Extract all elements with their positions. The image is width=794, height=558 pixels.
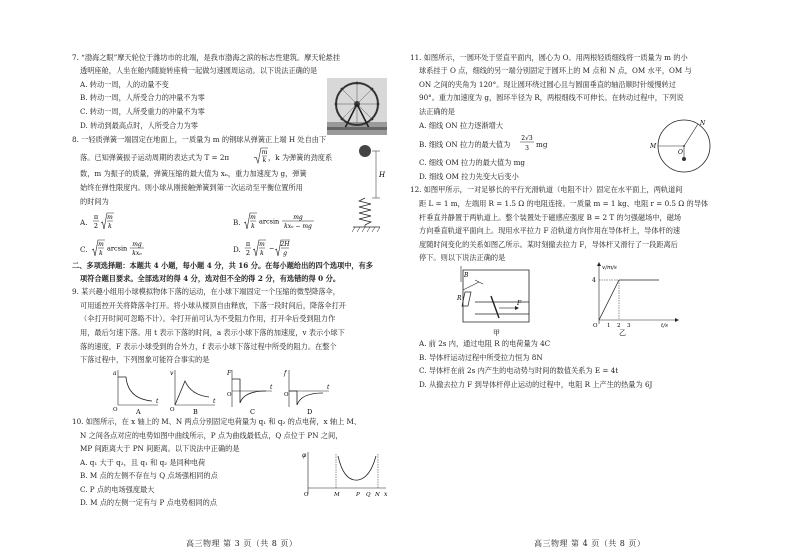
q11-fig-m: M [650,143,657,150]
q9-line2: 可用遥控开关将降落伞打开。将小球从楼顶自由释放，下落一段时间后，降落伞打开 [80,301,346,310]
formula-k: k [262,157,267,164]
q8-option-a-label: A. [80,218,88,227]
graph-b-o: O [170,407,175,413]
q10-option-b: B. M 点的左侧不存在与 Q 点场强相同的点 [80,471,218,480]
q12-fig-b: B [464,272,469,279]
q10-line1: 10. 如图所示，在 x 轴上的 M、N 两点分别固定电荷量为 q₁ 和 q₂ 的点电荷，x 轴上 M、 [72,417,362,426]
q12-option-b: B. 导体杆运动过程中所受拉力恒为 8N [419,353,543,362]
q9-line5: 落的速度，F 表示小球受到的合外力，f 表示小球下落过程中所受的阻力。在整个 [80,342,337,351]
q11-line4: 90°。重力加速度为 g，圆环半径为 R，两根细线不可伸长。在转动过程中，下列说 [419,93,684,102]
q11-line2: 球系挂于 O 点，细线的另一端分别固定于圆环上的 M 点和 N 点，OM 水平，OM 与 [419,66,692,75]
q12-option-d: D. 从撤去拉力 F 到导体杆停止运动的过程中，电阻 R 上产生的热量为 6J [419,380,653,389]
q8-line3: 数，m 为振子的质量，弹簧压缩的最大值为 xₙ，重力加速度为 g，弹簧 [80,169,307,178]
q12-line1: 12. 如图甲所示，一对足够长的平行光滑轨道（电阻不计）固定在水平面上，两轨道间 [410,185,683,194]
page-4 [397,0,794,558]
q9-graph-b [169,367,219,415]
q10-p: P [356,492,360,498]
q12-fig-f: F [517,300,522,307]
q11-option-c: C. 细线 OM 拉力的最大值为 mg [419,158,526,167]
q12-fig-caption-jia: 甲 [493,329,500,337]
fb-m: m [250,214,256,221]
section2-line2: 项符合题目要求。全部选对的得 4 分，选对但不全的得 2 分，有选错的得 0 分。 [80,274,341,283]
q9-line1: 9. 某兴趣小组用小球模拟物体下落的运动，在小球下端固定一个压缩的微型降落伞， [72,287,340,296]
q11-frac-num: 2√3 [521,135,533,142]
graph-b-x: t [213,398,216,405]
fd-2: 2 [245,249,251,257]
q10-n: N [375,492,380,498]
fc-k: k [99,250,103,257]
section2-line1: 二、多项选择题：本题共 4 小题，每小题 4 分，共 16 分。在每小题给出的四个选项中，有多 [72,261,373,270]
q12-line2: 距 L = 1 m，左端用 R = 1.5 Ω 的电阻连接。一质量 m = 1 kg、电阻 r = 0.5 Ω 的导体 [419,199,709,208]
q11-line3: ON 之间的夹角为 120°。现让圆环绕过圆心且与圆面垂直的轴沿顺时针缓慢转过 [419,80,676,89]
q12-graph-tick-3: 3 [627,323,631,329]
q11-ring-figure [650,117,718,175]
graph-b-label: B [193,408,198,415]
graph-d-label: D [307,408,313,415]
q7-option-c: C. 转动一周，人所受重力的冲量不为零 [80,107,205,116]
q7-line2: 透明座舱，人坐在舱内随旋转座椅一起做匀速圆周运动。以下说法正确的是 [80,66,318,75]
spring-ball-figure [350,142,390,234]
q10-option-a: A. q₁ 大于 q₂，且 q₁ 和 q₂ 是同种电荷 [80,458,206,467]
q11-frac-den: 3 [525,145,529,152]
q12-fig-caption-yi: 乙 [619,329,626,337]
q8-line2b: ，k 为弹簧的劲度系 [268,153,333,162]
q11-option-b-prefix: B. 细线 ON 拉力的最大值为 [419,140,511,149]
fb-arcsin: arcsin [259,217,280,226]
q9-graph-c [226,367,276,415]
q12-option-a: A. 前 2s 内，通过电阻 R 的电荷量为 4C [419,339,551,348]
fa-m: m [107,214,113,221]
q8-option-c-formula [92,237,172,261]
fc-num: mg [132,241,142,248]
graph-a-o: O [113,407,118,413]
graph-a-y: a [113,370,117,377]
q8-option-b-formula [244,210,344,234]
q10-q: Q [366,492,371,498]
graph-a-label: A [136,408,141,415]
q9-line4: 用，最后匀速下落。用 t 表示下落的时间，a 表示小球下落的加速度，v 表示小球下 [80,328,345,337]
fig-h-label: H [379,171,386,179]
q10-o: O [304,492,309,498]
fd-pi: π [245,240,251,248]
q8-option-a-formula [92,210,122,234]
page-3-footer: 高三物理 第 3 页（共 8 页） [186,539,298,548]
graph-c-x: t [270,384,273,391]
q10-option-d: D. M 点的左侧一定有与 P 点电势相同的点 [80,498,217,507]
fc-m: m [98,241,104,248]
q12-graph-tick-4: 4 [592,277,596,284]
q12-fig-r: R [457,295,462,302]
graph-c-label: C [250,408,255,415]
q8-option-b-label: B. [233,218,241,227]
q9-graph-a [112,367,162,415]
q12-velocity-graph [587,262,682,337]
q11-line5: 法正确的是 [419,107,455,116]
q11-option-d: D. 细线 OM 拉力先变大后变小 [419,172,519,181]
q12-rail-figure [455,262,537,337]
q8-option-c-label: C. [80,245,88,254]
fa-pi: π [93,213,99,221]
q12-line4: 方向垂直轨道平面向上。现用水平拉力 F 沿轨道方向作用在导体杆上，导体杆的速 [419,226,681,235]
q10-m: M [334,492,340,498]
q12-line3: 杆垂直并静置于两轨道上。整个装置处于磁感应强度 B = 2 T 的匀强磁场中，磁场 [419,213,682,222]
fa-2: 2 [93,222,99,230]
q11-fig-o: O [678,149,683,156]
q10-potential-graph [300,450,390,500]
graph-d-x: t [327,384,330,391]
q12-graph-x-label: t/s [661,323,668,329]
q7-line1: 7. “渤海之眼”摩天轮位于潍坊市的北端，是我市渤海之滨的标志性建筑。摩天轮悬挂 [72,53,341,62]
q8-line5: 的时间为 [80,197,109,206]
q10-x: x [384,491,388,498]
q7-option-d: D. 转动到最高点时，人所受合力为零 [80,121,198,130]
q10-option-c: C. P 点的电场强度最大 [80,485,155,494]
q12-graph-tick-2: 2 [617,323,621,329]
formula-m: m [261,149,268,156]
fb-den: kxₙ − mg [284,223,312,230]
q12-graph-o: O [593,323,598,329]
q8-line4: 始终在弹性限度内。则小球从刚接触弹簧到第一次运动至平衡位置所用 [80,183,303,192]
q10-line3: MP 间距离大于 PN 间距离。以下说法中正确的是 [80,444,240,453]
q12-line5: 度随时间变化的关系如图乙所示。某时刻撤去拉力 F，导体杆又滑行了一段距离后 [419,240,678,249]
graph-c-y: F [227,370,232,377]
fc-den: kxₙ [132,250,142,257]
fc-arcsin: arcsin [107,244,128,253]
q11-option-b-fraction [519,131,535,155]
fd-k: k [260,250,264,257]
q11-option-b-suffix: mg [536,140,548,149]
graph-d-o: O [284,392,289,398]
q11-line1: 11. 如图所示，一圆环处于竖直平面内，圆心为 O。用两根轻质细线将一质量为 m 的小 [410,53,688,62]
graph-b-y: v [170,370,174,377]
q12-line6: 停下。则以下说法正确的是 [419,253,506,262]
q12-graph-tick-1: 1 [607,323,611,329]
q8-line1: 8. 一轻质弹簧一端固定在地面上，一质量为 m 的钢球从弹簧正上端 H 处自由下 [72,135,327,144]
period-formula-sqrt [254,146,268,166]
q8-option-d-formula [244,237,304,261]
fd-2h: 2H [280,241,290,248]
q9-line6: 下落过程中，下列图象可能符合事实的是 [80,355,210,364]
q11-option-a: A. 细线 ON 拉力逐渐增大 [419,121,504,130]
page-4-footer: 高三物理 第 4 页（共 8 页） [534,539,646,548]
fb-num: mg [293,214,303,221]
q10-line2: N 之间各点对应的电势如图中曲线所示，P 点为曲线最低点，Q 点位于 PN 之间， [80,431,343,440]
fb-k: k [251,223,255,230]
q11-fig-n: N [700,120,706,127]
fd-minus: − [269,244,275,253]
q8-line2a: 落。已知弹簧振子运动周期的表达式为 T = 2π [80,153,230,162]
fd-m: m [259,241,265,248]
q9-line3: （伞打开时间可忽略不计）。伞打开前可认为不受阻力作用，打开伞后受到阻力作 [80,314,336,323]
q12-option-c: C. 导体杆在前 2s 内产生的电动势与时间的数值关系为 E = 4t [419,366,619,375]
graph-d-y: f [284,370,287,377]
graph-c-o: O [227,392,232,398]
q7-option-b: B. 转动一周，人所受合力的冲量不为零 [80,93,205,102]
q9-graph-d [283,367,333,415]
ferris-wheel-photo [327,78,387,135]
q10-phi: φ [302,452,307,459]
q7-option-a: A. 转动一周，人的动量不变 [80,80,169,89]
graph-a-x: t [156,398,159,405]
fd-g: g [283,250,287,257]
q8-option-d-label: D. [233,245,241,254]
fa-k: k [108,223,112,230]
q12-graph-y-label: v/m/s [602,265,617,271]
